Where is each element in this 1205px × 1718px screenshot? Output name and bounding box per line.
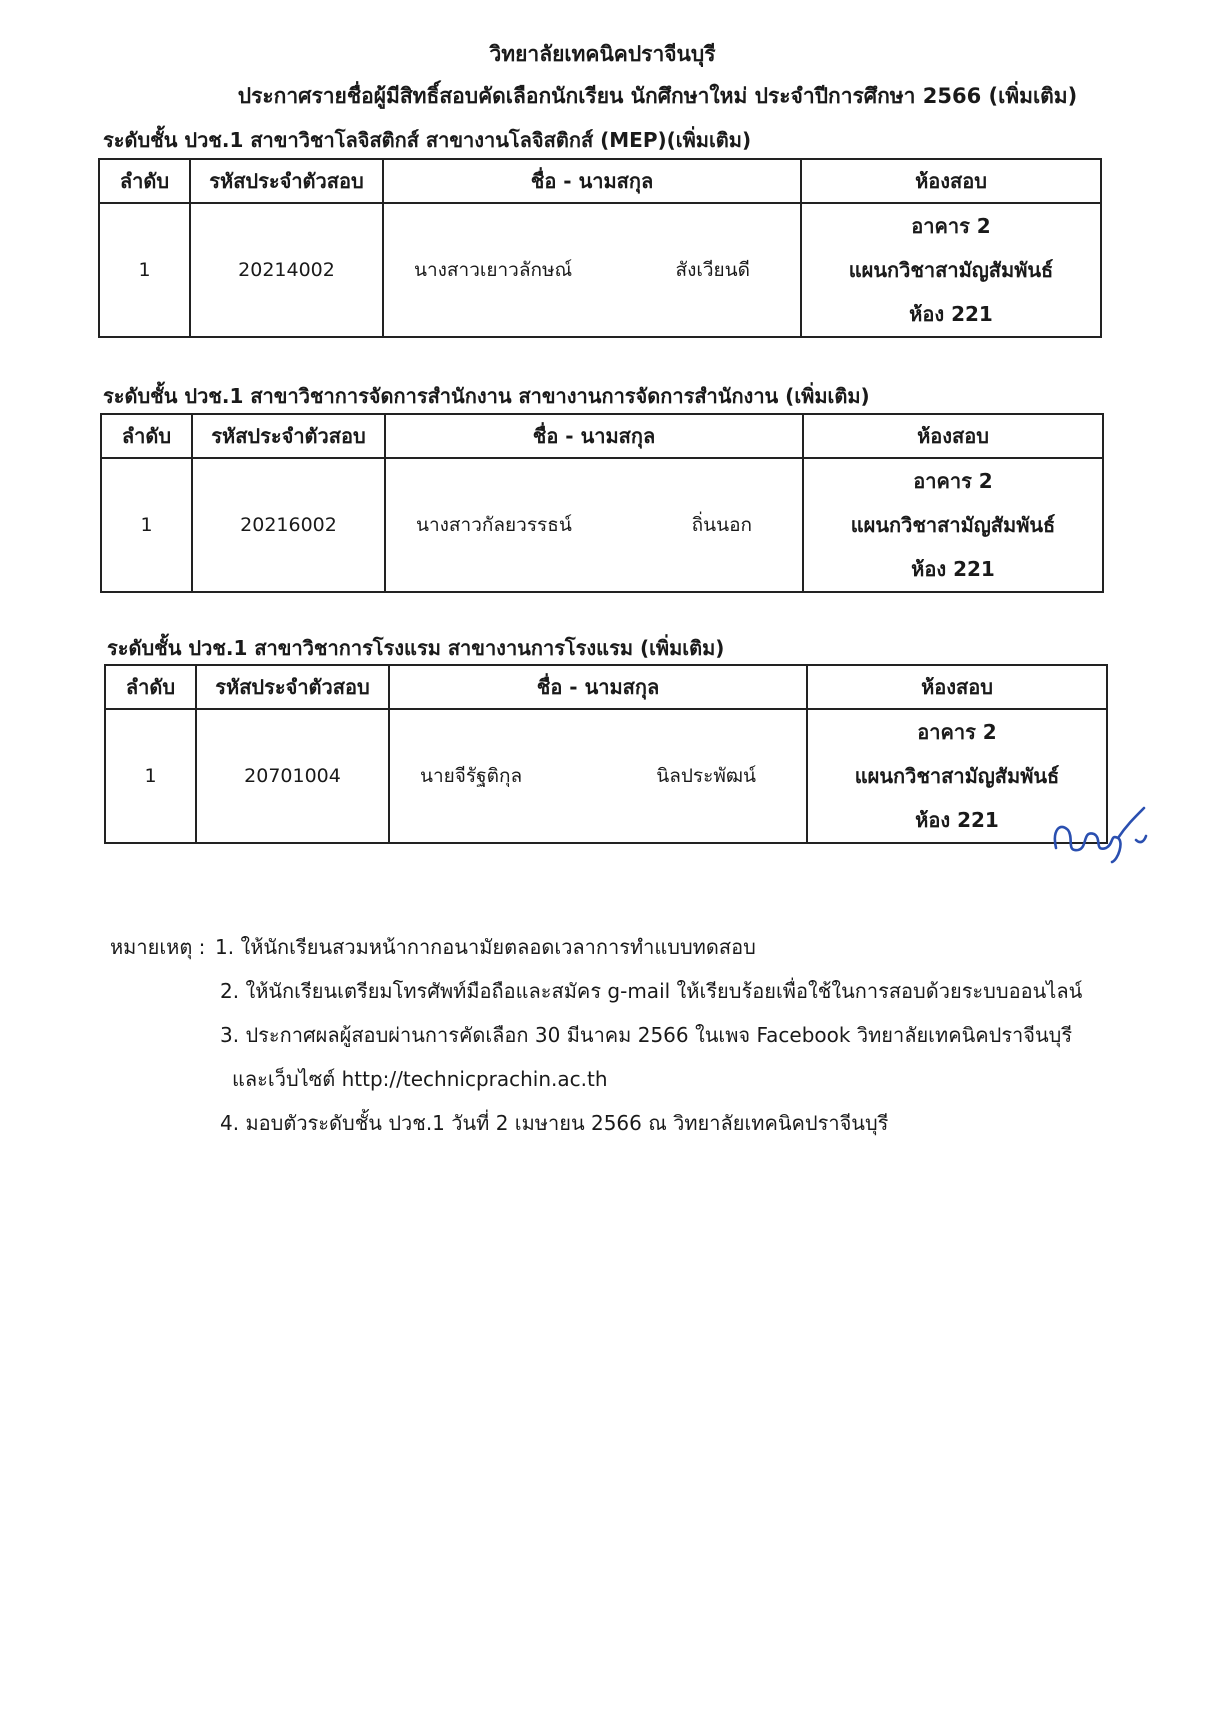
- cell-exam-id: 20214002: [190, 203, 383, 337]
- note-item: 3. ประกาศผลผู้สอบผ่านการคัดเลือก 30 มีนาคม 2566 ในเพจ Facebook วิทยาลัยเทคนิคปราจีนบุรี: [220, 1023, 1073, 1047]
- room-number: ห้อง 221: [915, 808, 999, 832]
- note-line: [110, 925, 1082, 969]
- room-building: อาคาร 2: [911, 214, 991, 238]
- last-name: สังเวียนดี: [675, 259, 750, 281]
- cell-exam-id: 20701004: [196, 709, 389, 843]
- cell-room: [803, 458, 1103, 592]
- header-name: ชื่อ - นามสกุล: [383, 159, 801, 203]
- exam-table: [104, 664, 1108, 844]
- college-title: วิทยาลัยเทคนิคปราจีนบุรี: [489, 42, 716, 66]
- room-department: แผนกวิชาสามัญสัมพันธ์: [854, 764, 1060, 788]
- first-name: นายจีรัฐติกุล: [420, 765, 523, 787]
- room-department: แผนกวิชาสามัญสัมพันธ์: [850, 513, 1056, 537]
- header-room: ห้องสอบ: [801, 159, 1101, 203]
- cell-name: [385, 458, 803, 592]
- header-order: ลำดับ: [101, 414, 192, 458]
- section-title: ระดับชั้น ปวช.1 สาขาวิชาโลจิสติกส์ สาขางานโลจิสติกส์ (MEP)(เพิ่มเติม): [103, 128, 752, 152]
- section-title: ระดับชั้น ปวช.1 สาขาวิชาการโรงแรม สาขางานการโรงแรม (เพิ่มเติม): [107, 636, 725, 660]
- header-name: ชื่อ - นามสกุล: [389, 665, 807, 709]
- cell-exam-id: 20216002: [192, 458, 385, 592]
- cell-order: 1: [101, 458, 192, 592]
- header-room: ห้องสอบ: [803, 414, 1103, 458]
- cell-name: [383, 203, 801, 337]
- table-row: [99, 203, 1101, 337]
- header-room: ห้องสอบ: [807, 665, 1107, 709]
- room-number: ห้อง 221: [909, 302, 993, 326]
- room-department: แผนกวิชาสามัญสัมพันธ์: [848, 258, 1054, 282]
- note-item: 2. ให้นักเรียนเตรียมโทรศัพท์มือถือและสมัคร g-mail ให้เรียบร้อยเพื่อใช้ในการสอบด้วยระบบออนไลน์: [220, 979, 1083, 1003]
- room-number: ห้อง 221: [911, 557, 995, 581]
- cell-room: [801, 203, 1101, 337]
- last-name: ถิ่นนอก: [691, 514, 752, 536]
- header-order: ลำดับ: [105, 665, 196, 709]
- header-exam-id: รหัสประจำตัวสอบ: [192, 414, 385, 458]
- cell-order: 1: [99, 203, 190, 337]
- table-header-row: [99, 159, 1101, 203]
- signature-icon: [1048, 800, 1158, 870]
- note-item: 1. ให้นักเรียนสวมหน้ากากอนามัยตลอดเวลาการทำแบบทดสอบ: [215, 935, 756, 959]
- notes-section: [110, 925, 1082, 1145]
- table-header-row: [101, 414, 1103, 458]
- announcement-title: ประกาศรายชื่อผู้มีสิทธิ์สอบคัดเลือกนักเรียน นักศึกษาใหม่ ประจำปีการศึกษา 2566 (เพิ่มเติม): [237, 84, 1078, 108]
- header-order: ลำดับ: [99, 159, 190, 203]
- header-exam-id: รหัสประจำตัวสอบ: [196, 665, 389, 709]
- first-name: นางสาวเยาวลักษณ์: [414, 259, 573, 281]
- room-building: อาคาร 2: [913, 469, 993, 493]
- last-name: นิลประพัฒน์: [656, 765, 756, 787]
- header-name: ชื่อ - นามสกุล: [385, 414, 803, 458]
- table-row: [101, 458, 1103, 592]
- room-building: อาคาร 2: [917, 720, 997, 744]
- notes-label: หมายเหตุ :: [110, 935, 206, 959]
- table-header-row: [105, 665, 1107, 709]
- cell-order: 1: [105, 709, 196, 843]
- section-title: ระดับชั้น ปวช.1 สาขาวิชาการจัดการสำนักงาน สาขางานการจัดการสำนักงาน (เพิ่มเติม): [103, 384, 870, 408]
- first-name: นางสาวกัลยวรรธน์: [416, 514, 572, 536]
- note-item: 4. มอบตัวระดับชั้น ปวช.1 วันที่ 2 เมษายน 2566 ณ วิทยาลัยเทคนิคปราจีนบุรี: [220, 1111, 889, 1135]
- cell-name: [389, 709, 807, 843]
- exam-table: [98, 158, 1102, 338]
- exam-table: [100, 413, 1104, 593]
- header-exam-id: รหัสประจำตัวสอบ: [190, 159, 383, 203]
- note-item: และเว็บไซต์ http://technicprachin.ac.th: [232, 1067, 608, 1091]
- table-row: [105, 709, 1107, 843]
